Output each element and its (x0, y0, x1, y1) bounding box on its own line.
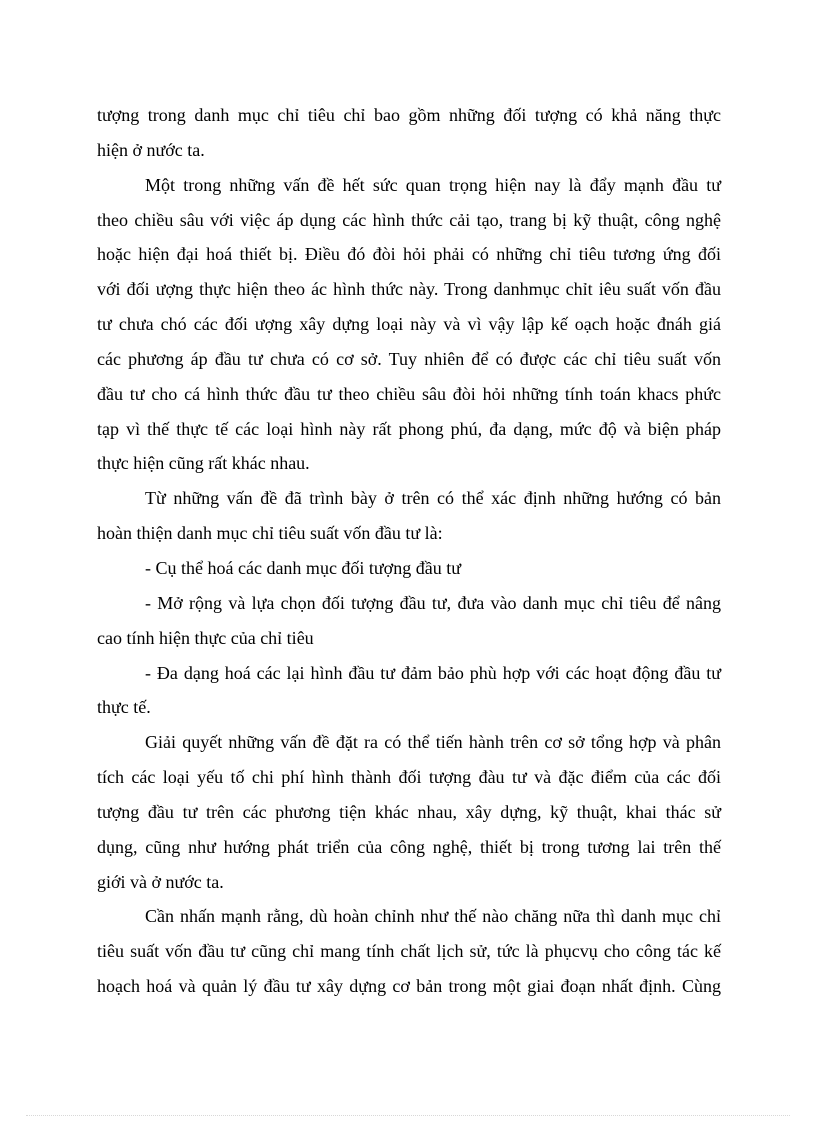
text-line: tiêu suất vốn đầu tư cũng chỉ mang tính chất lịch sử, tức là phụcvụ cho công tác kế (97, 941, 721, 962)
text-line: cao tính hiện thực của chỉ tiêu (97, 627, 314, 648)
text-line: Giải quyết những vấn đề đặt ra có thể tiến hành trên cơ sở tổng hợp và phân (145, 732, 721, 753)
text-line: tượng trong danh mục chỉ tiêu chỉ bao gồm những đối tượng có khả năng thực (97, 105, 721, 125)
text-line: thực tế. (97, 697, 151, 718)
text-line: tích các loại yếu tố chi phí hình thành đối tượng đàu tư và đặc điểm của các đối (97, 767, 721, 788)
text-line: tạp vì thế thực tế các loại hình này rất phong phú, đa dạng, mức độ và biện pháp (97, 418, 721, 439)
text-line: với đối ượng thực hiện theo ác hình thức này. Trong danhmục chỉt iêu suất vốn đầu (97, 279, 721, 300)
text-line: các phương áp đầu tư chưa có cơ sở. Tuy nhiên để có được các chỉ tiêu suất vốn (97, 348, 721, 369)
text-line: hoàn thiện danh mục chỉ tiêu suất vốn đầu tư là: (97, 523, 443, 544)
text-line: Một trong những vấn đề hết sức quan trọng hiện nay là đẩy mạnh đầu tư (145, 174, 721, 195)
body-text (97, 98, 721, 1004)
text-line: Từ những vấn đề đã trình bày ở trên có thể xác định những hướng có bản (145, 488, 721, 509)
text-line: theo chiều sâu với việc áp dụng các hình thức cải tạo, trang bị kỹ thuật, công nghệ (97, 209, 721, 230)
text-line: - Đa dạng hoá các lại hình đầu tư đảm bảo phù hợp với các hoạt động đầu tư (145, 662, 721, 683)
text-line: tư chưa chó các đối ượng xây dựng loại này và vì vậy lập kế oạch hoặc đnáh giá (97, 314, 721, 335)
text-line: - Mở rộng và lựa chọn đối tượng đầu tư, đưa vào danh mục chỉ tiêu để nâng (145, 592, 721, 613)
text-line: dụng, cũng như hướng phát triển của công nghệ, thiết bị trong tương lai trên thế (97, 836, 721, 857)
text-line: thực hiện cũng rất khác nhau. (97, 453, 310, 474)
text-line: giới và ở nước ta. (97, 871, 224, 892)
text-line: hoạch hoá và quản lý đầu tư xây dựng cơ bản trong một giai đoạn nhất định. Cùng (97, 976, 721, 997)
text-line: Cần nhấn mạnh rằng, dù hoàn chỉnh như thế nào chăng nữa thì danh mục chỉ (145, 906, 721, 927)
text-line: hoặc hiện đại hoá thiết bị. Điều đó đòi hỏi phải có những chỉ tiêu tương ứng đối (97, 244, 721, 265)
text-line: hiện ở nước ta. (97, 139, 205, 160)
text-line: tượng đầu tư trên các phương tiện khác nhau, xây dựng, kỹ thuật, khai thác sử (97, 801, 721, 822)
text-line: - Cụ thể hoá các danh mục đối tượng đầu tư (145, 557, 461, 578)
text-line: đầu tư cho cá hình thức đầu tư theo chiều sâu đòi hỏi những tính toán khacs phức (97, 383, 721, 404)
page-bottom-divider (26, 1115, 790, 1116)
